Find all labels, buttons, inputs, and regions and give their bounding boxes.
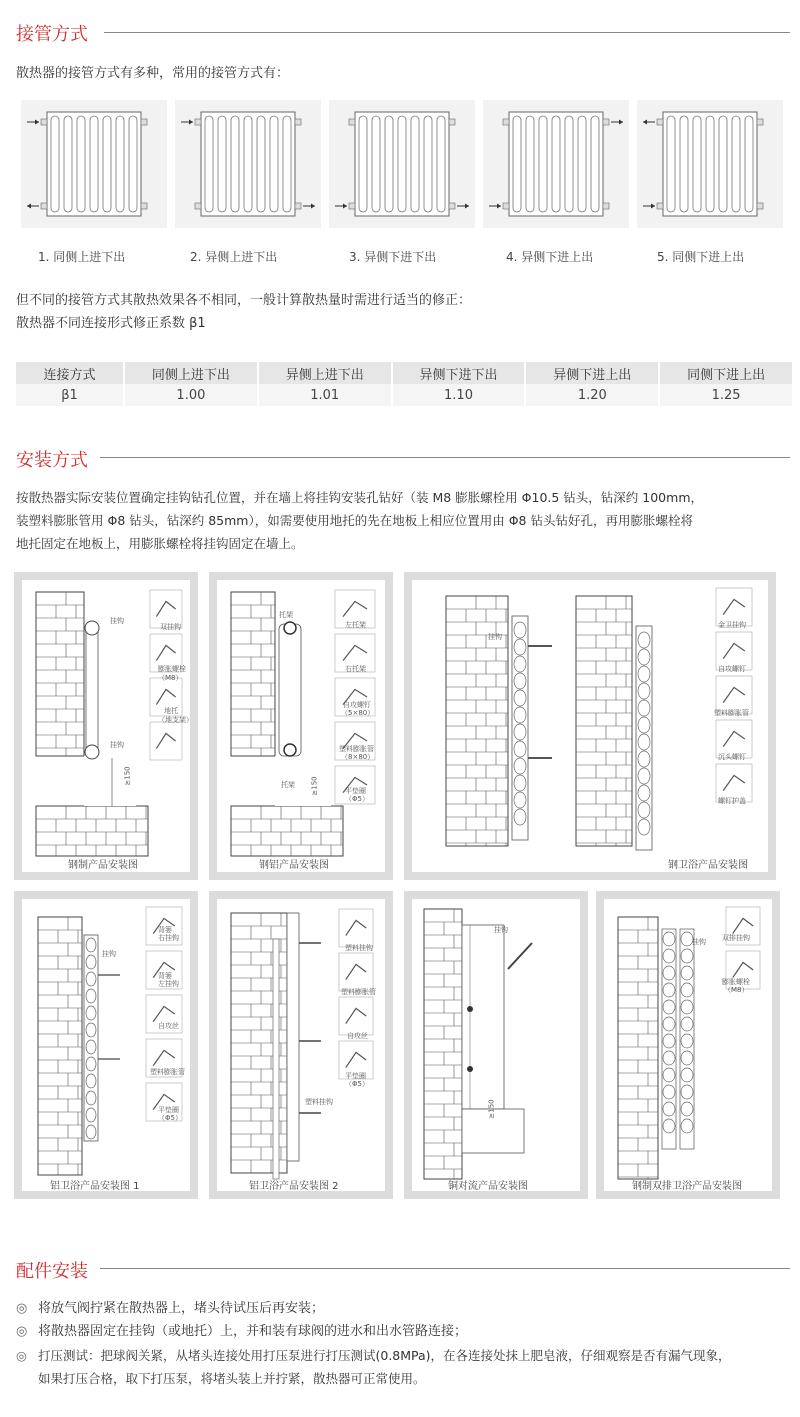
panel-caption: 钢铝产品安装图 xyxy=(259,860,329,871)
panel-label: ≥150 xyxy=(487,1099,496,1119)
pipe-stub xyxy=(503,203,509,209)
table-cell: 1.10 xyxy=(392,384,526,406)
rail-loop xyxy=(681,1102,693,1116)
install-panel-steel-aluminium xyxy=(209,572,393,880)
radiator-diagram-2 xyxy=(175,100,321,228)
rail-loop xyxy=(681,1034,693,1048)
piping-type-label-3: 3. 异侧下进下出 xyxy=(349,250,437,264)
accessory-icon-box xyxy=(339,953,373,991)
rail-loop xyxy=(681,1085,693,1099)
radiator-column xyxy=(680,116,688,212)
rail-loop xyxy=(86,1006,96,1020)
radiator-column xyxy=(283,116,291,212)
rail-loop xyxy=(638,785,650,801)
accessory-step-text: 打压测试：把球阀关紧，从堵头连接处用打压泵进行打压测试(0.8MPa)，在各连接处抹上肥皂液，仔细观察是否有漏气现象， xyxy=(38,1348,731,1363)
flow-arrow-head xyxy=(619,120,623,125)
accessory-icon-box xyxy=(339,997,373,1035)
table-header-cell: 同侧上进下出 xyxy=(124,362,258,384)
radiator-column xyxy=(129,116,137,212)
panel-label: 自攻螺钉 xyxy=(718,665,746,673)
panel-label: 平垫圈 xyxy=(345,1072,366,1080)
radiator-column xyxy=(745,116,753,212)
accessory-step-text: 将放气阀拧紧在散热器上，堵头待试压后再安装； xyxy=(38,1301,325,1316)
rail-loop xyxy=(514,792,526,808)
panel-caption: 铝卫浴产品安装图 1 xyxy=(50,1181,140,1192)
install-panel-steel xyxy=(14,572,198,880)
panel-label: （Φ5） xyxy=(345,795,369,803)
section-title-installation: 安装方式 xyxy=(16,450,88,471)
bottom-bracket xyxy=(284,744,296,756)
rail-loop xyxy=(681,1068,693,1082)
flow-arrow-head xyxy=(343,204,347,209)
towel-rail-right xyxy=(273,939,279,1179)
radiator-diagram-4 xyxy=(483,100,629,228)
brick-wall xyxy=(576,596,632,846)
brick-wall xyxy=(36,806,148,856)
bullet-mark: ◎ xyxy=(16,1348,27,1363)
bullet-mark: ◎ xyxy=(16,1301,28,1316)
rail-loop xyxy=(663,1119,675,1133)
panel-label: 膨胀螺栓 xyxy=(722,978,750,986)
radiator-column xyxy=(539,116,547,212)
piping-type-label-4: 4. 异侧下进上出 xyxy=(506,250,594,264)
rail-loop xyxy=(514,758,526,774)
radiator-column xyxy=(437,116,445,212)
installation-paragraph-line-2: 装塑料膨胀管用 Φ8 钻头，钻深约 85mm），如需要使用地托的先在地板上相应位置用由 Φ8 钻头钻好孔，再用膨胀螺栓将 xyxy=(16,513,693,528)
install-panel-copper-convection xyxy=(404,891,588,1199)
panel-label: 塑料挂钩 xyxy=(345,944,373,952)
rail-loop xyxy=(514,673,526,689)
flow-arrow-head xyxy=(311,204,315,209)
accessory-step-3-continued xyxy=(38,1368,426,1390)
panel-label: （5×80） xyxy=(341,709,375,717)
install-panel-steel-double-row xyxy=(596,891,780,1199)
table-header-cell: 异侧上进下出 xyxy=(258,362,392,384)
panel-label: 挂钩 xyxy=(102,950,116,958)
installation-paragraph-line-3: 地托固定在地板上，用膨胀螺栓将挂钩固定在墙上。 xyxy=(16,536,304,551)
radiator-column xyxy=(513,116,521,212)
rail-loop xyxy=(663,966,675,980)
panel-label: 背篓 xyxy=(158,926,172,934)
mount-screw xyxy=(467,1006,473,1012)
pipe-stub xyxy=(757,119,763,125)
panel-label: 挂钩 xyxy=(110,617,124,625)
rail-loop xyxy=(663,1085,675,1099)
table-header-cell: 异侧下进上出 xyxy=(525,362,659,384)
panel-caption: 钢制产品安装图 xyxy=(68,860,138,871)
panel-label: 背篓 xyxy=(158,972,172,980)
panel-label: 右托架 xyxy=(345,665,366,673)
panel-label: 挂钩 xyxy=(488,633,502,641)
panel-label: 左挂钩 xyxy=(158,980,179,988)
panel-label: 塑料膨胀管 xyxy=(150,1068,185,1076)
panel-label: 螺钉护盖 xyxy=(718,797,746,805)
radiator-column xyxy=(51,116,59,212)
panel-label: 平垫圈 xyxy=(158,1106,179,1114)
accessory-icon-box xyxy=(150,722,182,760)
pipe-stub xyxy=(195,119,201,125)
rail-loop xyxy=(86,989,96,1003)
panel-label: 托架 xyxy=(281,781,295,789)
accessory-icon-box xyxy=(339,909,373,947)
rail-loop xyxy=(514,775,526,791)
top-bracket xyxy=(284,622,296,634)
pipe-stub xyxy=(195,203,201,209)
table-header-cell: 同侧下进上出 xyxy=(659,362,793,384)
piping-type-label-2: 2. 异侧上进下出 xyxy=(190,250,278,264)
pipe-stub xyxy=(657,119,663,125)
table-header-cell: 异侧下进下出 xyxy=(392,362,526,384)
radiator-column xyxy=(552,116,560,212)
accessory-step-1 xyxy=(16,1298,324,1320)
rail-loop xyxy=(514,639,526,655)
accessory-step-2 xyxy=(16,1321,467,1343)
radiator-diagram-3 xyxy=(329,100,475,228)
hook-arm xyxy=(508,943,532,969)
pipe-stub xyxy=(603,119,609,125)
rail-loop xyxy=(514,809,526,825)
rail-loop xyxy=(681,983,693,997)
hook-arm xyxy=(528,646,552,758)
rail-loop xyxy=(638,734,650,750)
rail-loop xyxy=(514,656,526,672)
rail-loop xyxy=(681,966,693,980)
rail-loop xyxy=(638,751,650,767)
flow-arrow-head xyxy=(189,120,193,125)
radiator-column xyxy=(218,116,226,212)
rail-loop xyxy=(681,949,693,963)
rail-loop xyxy=(663,983,675,997)
rail-loop xyxy=(638,819,650,835)
radiator-column xyxy=(565,116,573,212)
flow-arrow-head xyxy=(643,120,647,125)
panel-label: 自攻丝 xyxy=(347,1032,368,1040)
panel-label: ≥150 xyxy=(123,766,132,786)
panel-label: 塑料膨胀管 xyxy=(341,988,376,996)
panel-label: （M8） xyxy=(724,986,749,994)
rail-loop xyxy=(638,683,650,699)
radiator-column xyxy=(116,116,124,212)
rail-loop xyxy=(638,649,650,665)
rail-loop xyxy=(514,724,526,740)
panel-label: ≥150 xyxy=(310,776,319,796)
pipe-stub xyxy=(41,119,47,125)
rail-loop xyxy=(514,690,526,706)
brick-wall xyxy=(424,909,462,1179)
radiator-column xyxy=(591,116,599,212)
section-divider xyxy=(100,1268,790,1269)
panel-label: 沉头螺钉 xyxy=(718,753,746,761)
radiator-column xyxy=(385,116,393,212)
piping-type-label-1: 1. 同侧上进下出 xyxy=(38,250,126,264)
rail-loop xyxy=(663,1034,675,1048)
pipe-stub xyxy=(141,119,147,125)
panel-label: 挂钩 xyxy=(110,741,124,749)
panel-caption: 铜对流产品安装图 xyxy=(448,1181,528,1192)
pipe-stub xyxy=(503,119,509,125)
radiator-column xyxy=(424,116,432,212)
radiator-column xyxy=(103,116,111,212)
panel-label: （8×80） xyxy=(341,753,375,761)
radiator-column xyxy=(244,116,252,212)
rail-loop xyxy=(638,717,650,733)
panel-label: 平垫圈 xyxy=(345,787,366,795)
rail-loop xyxy=(86,1108,96,1122)
radiator-column xyxy=(398,116,406,212)
flow-arrow-head xyxy=(27,204,31,209)
radiator-column xyxy=(372,116,380,212)
rail-loop xyxy=(514,622,526,638)
rail-loop xyxy=(86,955,96,969)
radiator-column xyxy=(257,116,265,212)
rail-loop xyxy=(514,707,526,723)
pipe-stub xyxy=(757,203,763,209)
table-cell: 1.20 xyxy=(525,384,659,406)
panel-caption: 钢卫浴产品安装图 xyxy=(668,860,748,871)
rail-loop xyxy=(663,1102,675,1116)
panel-label: 双排挂钩 xyxy=(722,934,750,942)
panel-label: 右挂钩 xyxy=(158,934,179,942)
rail-loop xyxy=(663,949,675,963)
pipe-stub xyxy=(657,203,663,209)
radiator-column xyxy=(526,116,534,212)
rail-loop xyxy=(86,972,96,986)
panel-label: 左托架 xyxy=(345,621,366,629)
radiator-column xyxy=(706,116,714,212)
section-title-piping: 接管方式 xyxy=(16,24,88,45)
rail-loop xyxy=(663,932,675,946)
radiator-column xyxy=(64,116,72,212)
bullet-mark: ◎ xyxy=(16,1324,28,1339)
installation-paragraph-line-1: 按散热器实际安装位置确定挂钩钻孔位置，并在墙上将挂钩安装孔钻好（装 M8 膨胀螺栓用 Φ10.5 钻头，钻深约 100mm， xyxy=(16,490,703,505)
radiator-column xyxy=(205,116,213,212)
panel-label: （Φ5） xyxy=(345,1080,369,1088)
piping-intro: 散热器的接管方式有多种，常用的接管方式有： xyxy=(16,66,290,81)
hook xyxy=(85,621,99,635)
rail-loop xyxy=(86,1057,96,1071)
radiator-column xyxy=(359,116,367,212)
panel-label: 托架 xyxy=(279,611,293,619)
panel-caption: 铝卫浴产品安装图 2 xyxy=(249,1181,339,1192)
rail-loop xyxy=(86,1091,96,1105)
correction-coefficient-table xyxy=(16,362,794,406)
panel-label: （Φ5） xyxy=(158,1114,182,1122)
rail-loop xyxy=(663,1017,675,1031)
panel-label: 金卫挂钩 xyxy=(718,621,746,629)
panel-label: 自攻螺钉 xyxy=(343,701,371,709)
section-divider xyxy=(104,32,790,33)
rail-loop xyxy=(86,1040,96,1054)
section-divider xyxy=(100,457,790,458)
rail-loop xyxy=(86,1023,96,1037)
radiator-column xyxy=(231,116,239,212)
brick-wall xyxy=(231,806,343,856)
rail-loop xyxy=(663,1000,675,1014)
rail-loop xyxy=(681,1051,693,1065)
install-panel-aluminium-bath-1 xyxy=(14,891,198,1199)
piping-type-label-5: 5. 同侧下进上出 xyxy=(657,250,745,264)
panel-caption: 钢制双排卫浴产品安装图 xyxy=(632,1181,742,1192)
accessory-step-text: 如果打压合格，取下打压泵，将堵头装上并拧紧，散热器可正常使用。 xyxy=(38,1371,426,1386)
correction-note: 但不同的接管方式其散热效果各不相同，一般计算散热量时需进行适当的修正： xyxy=(16,293,472,308)
radiator-column xyxy=(411,116,419,212)
panel-label: 挂钩 xyxy=(692,938,706,946)
mount-screw xyxy=(467,1066,473,1072)
panel-label: 塑料膨胀管 xyxy=(714,709,749,717)
radiator-column xyxy=(77,116,85,212)
radiator-column xyxy=(90,116,98,212)
rail-loop xyxy=(86,1074,96,1088)
towel-rail-left xyxy=(287,913,299,1161)
pipe-stub xyxy=(349,203,355,209)
rail-loop xyxy=(681,1017,693,1031)
pipe-stub xyxy=(295,203,301,209)
brick-wall xyxy=(36,592,84,756)
pipe-stub xyxy=(449,203,455,209)
panel-label: 塑料膨胀管 xyxy=(339,745,374,753)
flow-arrow-head xyxy=(497,204,501,209)
radiator-side xyxy=(86,630,98,750)
rail-loop xyxy=(638,802,650,818)
rail-loop xyxy=(638,632,650,648)
panel-label: 膨胀螺栓 xyxy=(158,665,186,673)
accessory-step-text: 将散热器固定在挂钩（或地托）上，并和装有球阀的进水和出水管路连接； xyxy=(38,1324,468,1339)
install-panel-aluminium-bath-2 xyxy=(209,891,393,1199)
radiator-column xyxy=(578,116,586,212)
table-cell: 1.25 xyxy=(659,384,793,406)
coefficient-caption: 散热器不同连接形式修正系数 β1 xyxy=(16,316,206,331)
pipe-stub xyxy=(41,203,47,209)
convector-body xyxy=(462,925,504,1109)
radiator-column xyxy=(667,116,675,212)
rail-loop xyxy=(681,1000,693,1014)
pipe-stub xyxy=(349,119,355,125)
rail-loop xyxy=(663,1068,675,1082)
rail-loop xyxy=(514,741,526,757)
radiator-column xyxy=(270,116,278,212)
table-header-cell: 连接方式 xyxy=(16,362,124,384)
install-panel-steel-bath xyxy=(404,572,776,880)
radiator-diagram-5 xyxy=(637,100,783,228)
panel-label: 地托 xyxy=(164,707,178,715)
panel-label: （地支架） xyxy=(158,716,193,724)
rail-loop xyxy=(86,938,96,952)
rail-loop xyxy=(86,1125,96,1139)
panel-label: （M8） xyxy=(158,674,183,682)
rail-loop xyxy=(638,700,650,716)
radiator-diagram-1 xyxy=(21,100,167,228)
pipe-stub xyxy=(603,203,609,209)
section-title-accessories: 配件安装 xyxy=(16,1261,88,1282)
flow-arrow-head xyxy=(651,204,655,209)
accessory-step-3 xyxy=(16,1345,731,1367)
radiator-column xyxy=(719,116,727,212)
pipe-stub xyxy=(141,203,147,209)
brick-wall xyxy=(231,592,275,756)
panel-label: 挂钩 xyxy=(494,926,508,934)
panel-label: 塑料挂钩 xyxy=(305,1098,333,1106)
pipe-stub xyxy=(449,119,455,125)
rail-loop xyxy=(681,1119,693,1133)
table-cell: 1.00 xyxy=(124,384,258,406)
radiator-column xyxy=(693,116,701,212)
rail-loop xyxy=(638,666,650,682)
flow-arrow-head xyxy=(35,120,39,125)
table-header-row xyxy=(16,362,793,384)
table-cell: 1.01 xyxy=(258,384,392,406)
radiator-column xyxy=(732,116,740,212)
radiator-side xyxy=(279,624,301,756)
panel-label: 自攻丝 xyxy=(158,1022,179,1030)
hook xyxy=(85,745,99,759)
flow-arrow-head xyxy=(465,204,469,209)
panel-label: 双挂钩 xyxy=(160,623,181,631)
rail-loop xyxy=(638,768,650,784)
table-cell: β1 xyxy=(16,384,124,406)
pipe-stub xyxy=(295,119,301,125)
table-row xyxy=(16,384,793,406)
rail-loop xyxy=(663,1051,675,1065)
